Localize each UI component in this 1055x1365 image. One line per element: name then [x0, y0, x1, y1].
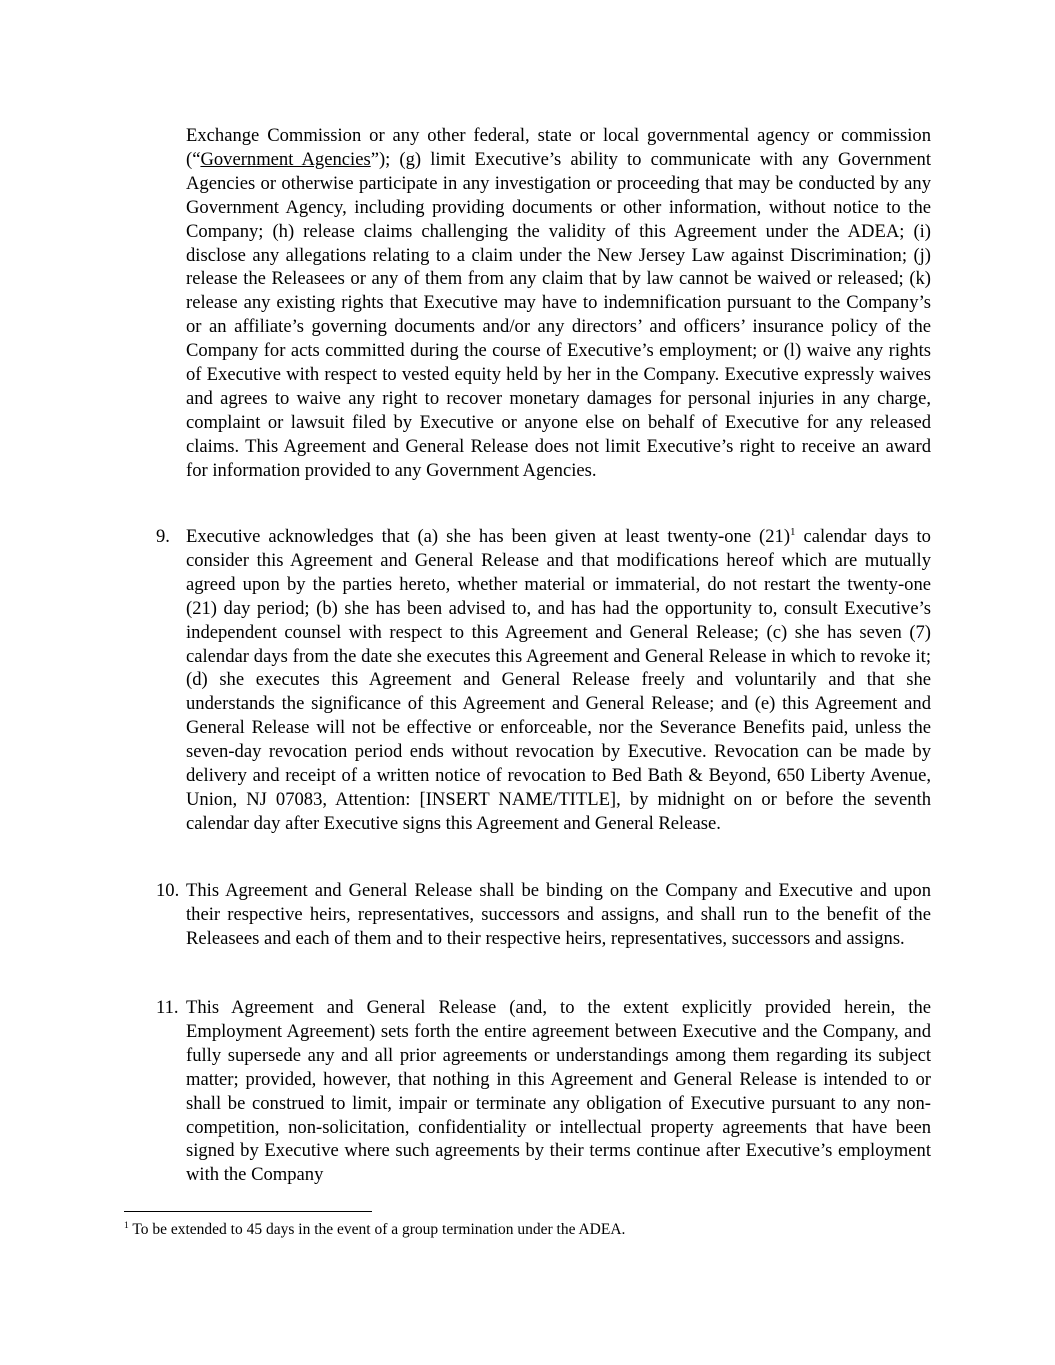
continuation-text-b: ”); (g) limit Executive’s ability to communicate with any Government Agencies or otherwise participate in any investigation or proceeding that may be conducted by any Government Agency, including providing documents or other information, without notice to the Company; (h) release claims challenging the validity of this Agreement under the ADEA; (i) disclose any allegations relating to a claim under the New Jersey Law against Discrimination; (j) release the Releasees or any of them from any claim that by law cannot be waived or released; (k) release any existing rights that Executive may have to indemnification pursuant to the Company’s or an affiliate’s governing documents and/or any directors’ and officers’ insurance policy of the Company for acts committed during the course of Executive’s employment; or (l) waive any rights of Executive with respect to vested equity held by her in the Company. Executive expressly waives and agrees to waive any right to recover monetary damages for personal injuries in any charge, complaint or lawsuit filed by Executive or anyone else on behalf of Executive for any released claims. This Agreement and General Release does not limit Executive’s right to receive an award for information provided to any Government Agencies. [186, 148, 931, 481]
footnote [124, 1220, 924, 1240]
section-10-number: 10. [156, 880, 180, 901]
defined-term-government-agencies: Government Agencies [200, 148, 371, 170]
continuation-paragraph [186, 124, 931, 483]
section-9-paragraph [186, 525, 931, 836]
section-11-number: 11. [156, 997, 179, 1018]
section-11-paragraph: This Agreement and General Release (and, to the extent explicitly provided herein, the Employment Agreement) sets forth the entire agreement between Executive and the Company, and fully supersede any and all prior agreements or understandings among them regarding its subject matter; provided, however, that nothing in this Agreement and General Release is intended to or shall be construed to limit, impair or terminate any obligation of Executive pursuant to any non-competition, non-solicitation, confidentiality or intellectual property agreements that have been signed by Executive where such agreements by their terms continue after Executive’s employment with the Company [186, 997, 931, 1186]
section-9-text-a: Executive acknowledges that (a) she has been given at least twenty-one (21) [186, 526, 791, 547]
continuation-text-a: Exchange Commission or any other federal, state or local governmental agency or commission (“ [186, 125, 931, 170]
footnote-reference: 1 [790, 525, 796, 538]
section-9-text-b: calendar days to consider this Agreement and General Release and that modifications hereof which are mutually agreed upon by the parties hereto, whether material or immaterial, do not restart the twenty-one (21) day period; (b) she has been advised to, and has had the opportunity to, consult Executive’s independent counsel with respect to this Agreement and General Release; (c) she has seven (7) calendar days from the date she executes this Agreement and General Release in which to revoke it; (d) she executes this Agreement and General Release freely and voluntarily and that she understands the significance of this Agreement and General Release; and (e) this Agreement and General Release will not be effective or enforceable, nor the Severance Benefits paid, unless the seven-day revocation period ends without revocation by Executive. Revocation can be made by delivery and receipt of a written notice of revocation to Bed Bath & Beyond, 650 Liberty Avenue, Union, NJ 07083, Attention: [INSERT NAME/TITLE], by midnight on or before the seventh calendar day after Executive signs this Agreement and General Release. [186, 526, 931, 834]
section-10-paragraph: This Agreement and General Release shall be binding on the Company and Executive and upon their respective heirs, representatives, successors and assigns, and shall run to the benefit of the Releasees and each of them and to their respective heirs, representatives, successors and assigns. [186, 880, 931, 949]
section-9-number: 9. [156, 526, 170, 547]
footnote-divider [124, 1211, 372, 1212]
footnote-marker: 1 [124, 1220, 129, 1231]
footnote-text: To be extended to 45 days in the event of a group termination under the ADEA. [128, 1221, 626, 1238]
